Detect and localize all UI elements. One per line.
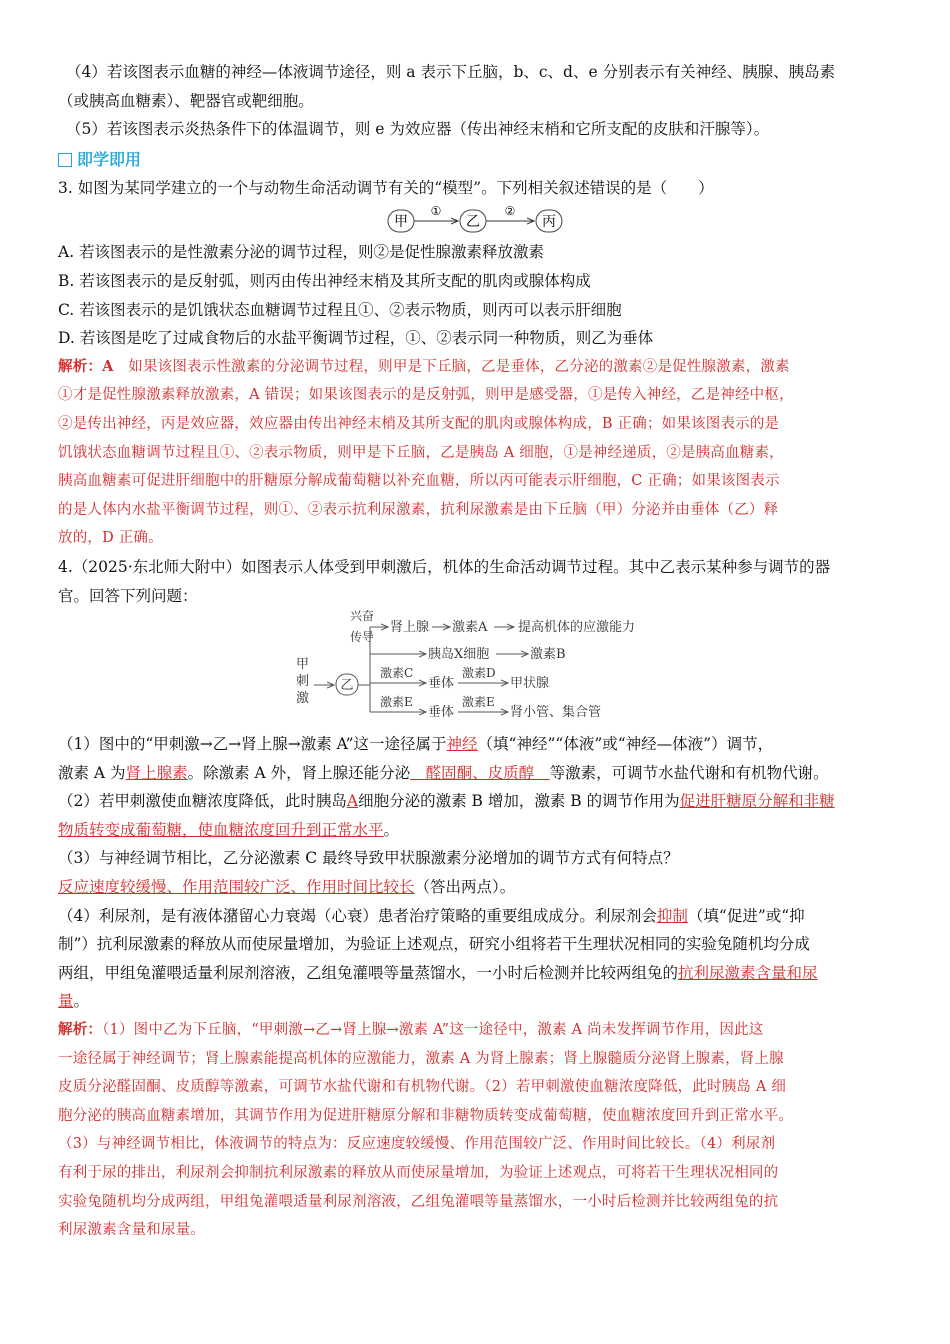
hormone-a-label: 激素A (452, 620, 488, 636)
node-bing-label: 丙 (542, 214, 556, 231)
q3-explanation-line: 放的，D 正确。 (58, 530, 163, 547)
node-yi-label: 乙 (340, 678, 354, 694)
text: 等激素，可调节水盐代谢和有机物代谢。 (549, 763, 829, 782)
text: （2）若甲刺激使血糖浓度降低，此时胰岛 (58, 792, 347, 811)
q3-explanation-line: 饥饿状态血糖调节过程且①、②表示物质，则甲是下丘脑，乙是胰岛 A 细胞，①是神经递质，②是胰高血糖素， (58, 444, 784, 461)
thyroid-label: 甲状腺 (510, 676, 550, 692)
q4-sub1-line2 (58, 759, 894, 788)
q3-option-c: C. 若该图表示的是饥饿状态血糖调节过程且①、②表示物质，则丙可以表示肝细胞 (58, 300, 622, 319)
q3-explanation-line (58, 353, 894, 382)
q3-explanation-label: 解析： (58, 357, 103, 375)
q4-sub3-line2 (58, 873, 894, 902)
hormone-b-label: 激素B (530, 647, 566, 663)
q4-sub4-line3 (58, 959, 894, 988)
answer-blank: 醛固酮、皮质醇 (410, 763, 550, 782)
q3-model-diagram (58, 202, 894, 238)
node-jia-label: 甲 (394, 214, 408, 231)
effect-label: 提高机体的应激能力 (518, 620, 636, 636)
q4-sub2-line2 (58, 816, 894, 845)
q4-sub2-line1 (58, 787, 894, 816)
q4-regulation-diagram (58, 610, 894, 730)
q3-explanation-line: ②是传出神经，丙是效应器，效应器由传出神经末梢及其所支配的肌肉或腺体构成，B 正确；如果该图表示的是 (58, 415, 780, 432)
q3-option-d: D. 若该图是吃了过咸食物后的水盐平衡调节过程，①、②表示同一种物质，则乙为垂体 (58, 329, 654, 348)
hormone-e-label-1: 激素E (380, 695, 413, 710)
q4-explanation-line: （3）与神经调节相比，体液调节的特点为：反应速度较缓慢、作用范围较广泛、作用时间比较长。（4）利尿剂 (58, 1136, 776, 1153)
answer-blank: 反应速度较缓慢、作用范围较广泛、作用时间比较长 (58, 878, 415, 897)
pituitary-1-label: 垂体 (428, 676, 455, 692)
q3-option-b: B. 若该图表示的是反射弧，则丙由传出神经末梢及其所支配的肌肉或腺体构成 (58, 271, 591, 290)
q3-option-a: A. 若该图表示的是性激素分泌的调节过程，则②是促性腺激素释放激素 (58, 243, 545, 262)
text: 。 (383, 820, 400, 839)
text: （1）图中的“甲刺激→乙→肾上腺→激素 A”这一途径属于 (58, 735, 447, 754)
answer-blank: A (346, 792, 359, 811)
hormone-e-label-2: 激素E (462, 695, 495, 710)
kidney-tubule-label: 肾小管、集合管 (510, 705, 602, 721)
q3-explanation-line: ①才是促性腺激素释放激素，A 错误；如果该图表示的是反射弧，则甲是感受器，①是传入神经，乙是神经中枢， (58, 387, 794, 404)
q4-explanation-line: 一途径属于神经调节；肾上腺素能提高机体的应激能力，激素 A 为肾上腺素；肾上腺髓质分泌肾上腺素，肾上腺 (58, 1050, 784, 1067)
islet-x-cell-label: 胰岛X细胞 (428, 647, 490, 663)
q4-explanation-line: 皮质分泌醛固酮、皮质醇等激素，可调节水盐代谢和有机物代谢。（2）若甲刺激使血糖浓度降低，此时胰岛 A 细 (58, 1079, 787, 1096)
arrow-1-label: ① (430, 204, 442, 219)
section-title: 即学即用 (77, 149, 142, 169)
text: 。除激素 A 外，肾上腺还能分泌 (187, 763, 411, 782)
q3-explanation-text: 如果该图表示性激素的分泌调节过程，则甲是下丘脑，乙是垂体，乙分泌的激素②是促性腺激素，激素 (113, 358, 790, 375)
answer-blank: 促进肝糖原分解和非糖 (679, 792, 835, 811)
intro-item-4-cont: （或胰高血糖素）、靶器官或靶细胞。 (58, 91, 314, 110)
q4-explanation-line: 胞分泌的胰高血糖素增加，其调节作用为促进肝糖原分解和非糖物质转变成葡萄糖，使血糖浓度回升到正常水平。 (58, 1107, 793, 1124)
answer-blank: 物质转变成葡萄糖，使血糖浓度回升到正常水平 (58, 820, 384, 839)
adrenal-label: 肾上腺 (390, 620, 430, 636)
answer-blank: 神经 (446, 735, 478, 754)
checkbox-square-icon (58, 153, 72, 167)
stimulus-label-3: 激 (296, 691, 310, 707)
q4-sub4-line2: 制”）抗利尿激素的释放从而使尿量增加，为验证上述观点，研究小组将若干生理状况相同的实验兔随机均分成 (58, 935, 810, 954)
q4-sub4-line1 (58, 902, 894, 931)
q3-stem: 3. 如图为某同学建立的一个与动物生命活动调节有关的“模型”。下列相关叙述错误的是（ ） (58, 178, 714, 197)
answer-blank: 抑制 (656, 906, 688, 925)
answer-blank: 量 (58, 992, 74, 1011)
text: 两组，甲组兔灌喂适量利尿剂溶液，乙组兔灌喂等量蒸馏水，一小时后检测并比较两组兔的 (58, 963, 679, 982)
node-yi-label: 乙 (466, 214, 480, 231)
q4-explanation-label: 解析： (58, 1021, 103, 1039)
text: （填“神经”“体液”或“神经—体液”）调节， (477, 735, 774, 754)
excitation-label: 兴奋 (350, 610, 375, 624)
q4-stem-cont: 官。回答下列问题： (58, 586, 198, 605)
intro-item-5: （5）若该图表示炎热条件下的体温调节，则 e 为效应器（传出神经末梢和它所支配的皮肤和汗腺等）。 (66, 120, 770, 139)
q4-explanation-line: 有利于尿的排出，利尿剂会抑制抗利尿激素的释放从而使尿量增加，为验证上述观点，可将若干生理状况相同的 (58, 1165, 779, 1181)
text: （答出两点）。 (414, 878, 516, 897)
text: （4）利尿剂，是有液体潴留心力衰竭（心衰）患者治疗策略的重要组成成分。利尿剂会 (58, 906, 657, 925)
intro-item-4: （4）若该图表示血糖的神经—体液调节途径，则 a 表示下丘脑，b、c、d、e 分别表示有关神经、胰腺、胰岛素 (66, 63, 836, 81)
text: 细胞分泌的激素 B 增加，激素 B 的调节作用为 (358, 792, 680, 811)
q4-sub3-line1: （3）与神经调节相比，乙分泌激素 C 最终导致甲状腺激素分泌增加的调节方式有何特点？ (58, 849, 679, 868)
q3-explanation-line: 胰高血糖素可促进肝细胞中的肝糖原分解成葡萄糖以补充血糖，所以丙可能表示肝细胞，C 正确；如果该图表示 (58, 473, 780, 490)
pituitary-2-label: 垂体 (428, 705, 455, 721)
answer-blank: 肾上腺素 (125, 763, 188, 782)
q4-explanation-line: 利尿激素含量和尿量。 (58, 1222, 205, 1239)
conduction-label: 传导 (350, 630, 375, 645)
stimulus-label-1: 甲 (296, 657, 310, 673)
text: （填“促进”或“抑 (687, 906, 805, 925)
q4-sub1-line1 (58, 730, 894, 759)
stimulus-label-2: 刺 (296, 674, 310, 690)
section-header (58, 146, 894, 174)
text: 激素 A 为 (58, 763, 126, 782)
hormone-d-label: 激素D (462, 666, 496, 681)
q4-stem: 4.（2025·东北师大附中）如图表示人体受到甲刺激后，机体的生命活动调节过程。其中乙表示某种参与调节的器 (58, 557, 831, 576)
q3-answer: A (102, 357, 114, 375)
q4-explanation-text: （1）图中乙为下丘脑，“甲刺激→乙→肾上腺→激素 A”这一途径中，激素 A 尚未发挥调节作用，因此这 (102, 1022, 764, 1039)
hormone-c-label: 激素C (380, 666, 414, 681)
q4-explanation-line: 实验兔随机均分成两组，甲组兔灌喂适量利尿剂溶液，乙组兔灌喂等量蒸馏水，一小时后检测并比较两组兔的抗 (58, 1193, 779, 1210)
q4-explanation-line (58, 1016, 894, 1045)
document-page (58, 58, 894, 1245)
q4-sub4-line4 (58, 987, 894, 1016)
answer-blank: 抗利尿激素含量和尿 (678, 963, 818, 982)
q3-explanation-line: 的是人体内水盐平衡调节过程，则①、②表示抗利尿激素，抗利尿激素是由下丘脑（甲）分泌并由垂体（乙）释 (58, 501, 779, 518)
text: 。 (73, 992, 90, 1011)
arrow-2-label: ② (504, 204, 516, 219)
